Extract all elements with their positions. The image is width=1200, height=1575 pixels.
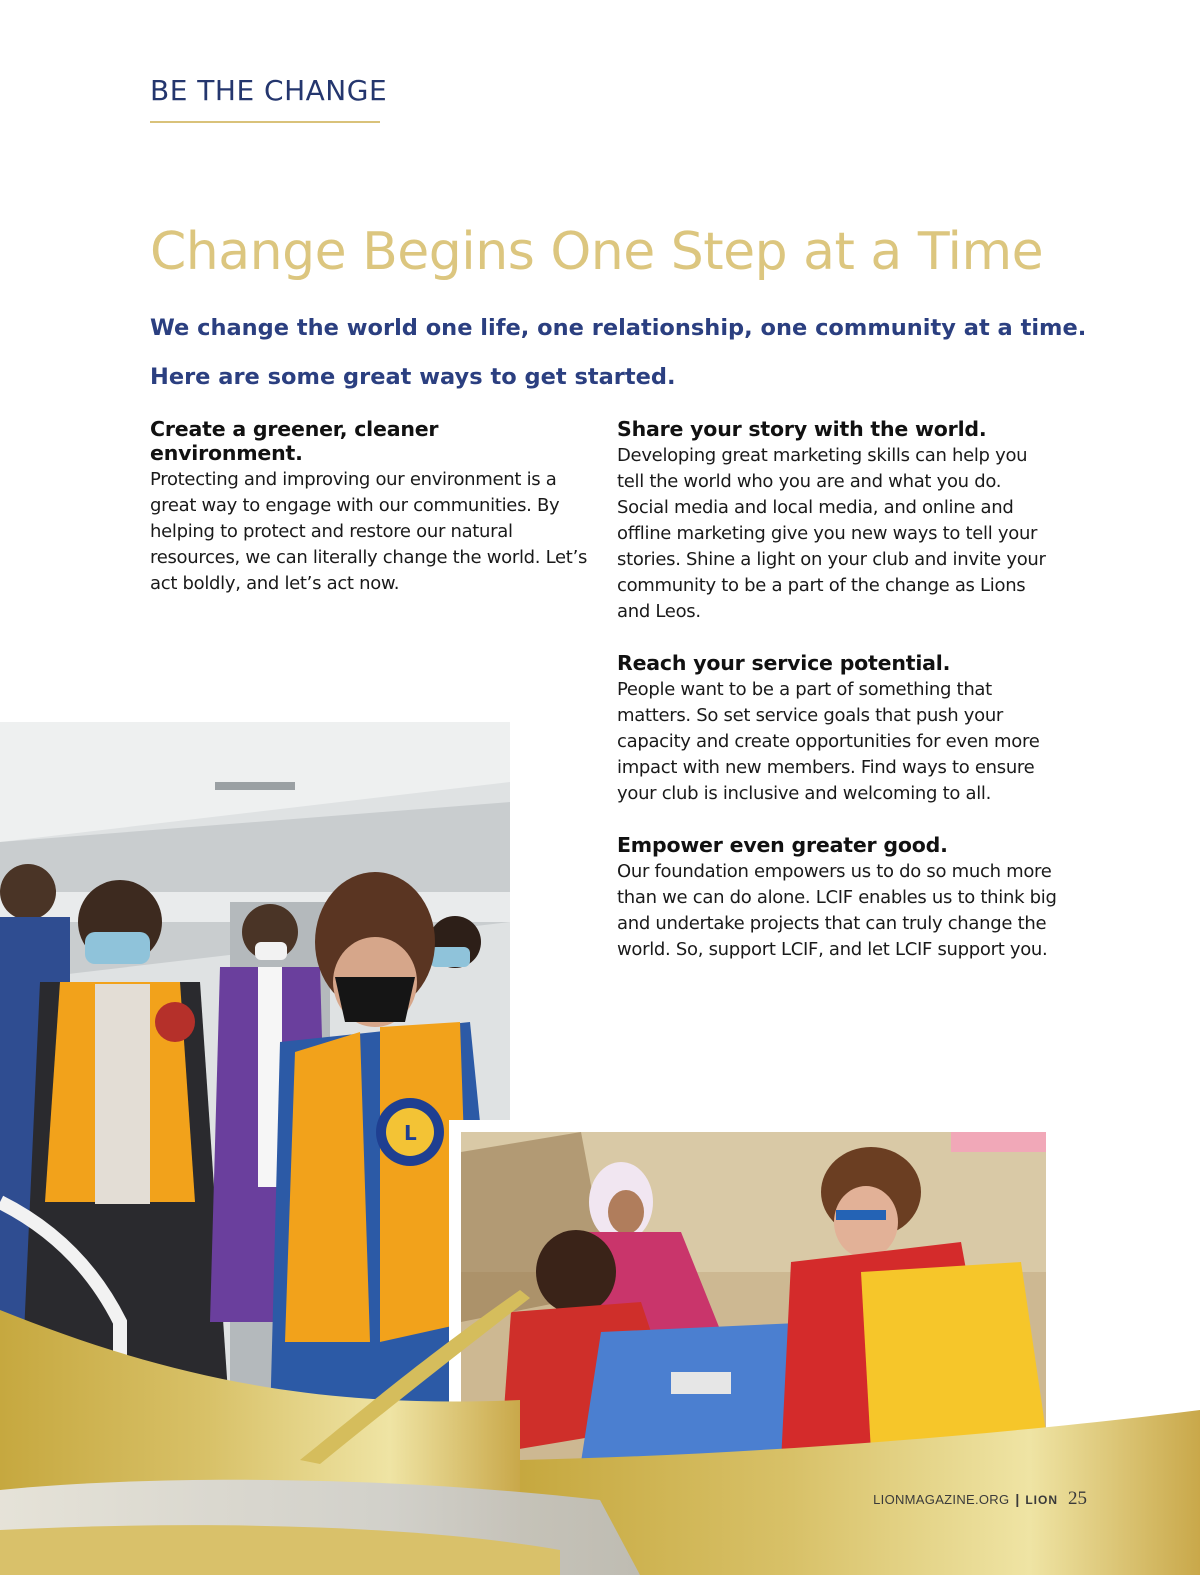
left-column bbox=[150, 417, 590, 623]
tip-environment bbox=[150, 417, 590, 597]
page-number: 25 bbox=[1068, 1488, 1087, 1509]
tip-title: Empower even greater good. bbox=[617, 833, 948, 857]
tip-title: Share your story with the world. bbox=[617, 417, 987, 441]
footer-site: LIONMAGAZINE.ORG bbox=[873, 1492, 1010, 1507]
svg-text:L: L bbox=[404, 1121, 417, 1145]
page-headline: Change Begins One Step at a Time bbox=[150, 222, 1044, 282]
tip-body: People want to be a part of something that matters. So set service goals that push your capacity and create opportunities for even more impact with new members. Find ways to ensure your club is inclusive and welcoming to all. bbox=[617, 679, 1040, 804]
tip-title: Reach your service potential. bbox=[617, 651, 951, 675]
page-footer bbox=[873, 1488, 1087, 1510]
footer-separator: | bbox=[1015, 1491, 1020, 1507]
tip-service bbox=[617, 651, 1057, 807]
tip-foundation bbox=[617, 833, 1057, 963]
tip-body: Our foundation empowers us to do so much more than we can do alone. LCIF enables us to think big and undertake projects that can truly change the world. So, support LCIF, and let LCIF support you. bbox=[617, 861, 1057, 960]
gold-swoosh-decoration bbox=[0, 1250, 1200, 1575]
tip-title: Create a greener, cleaner environment. bbox=[150, 417, 439, 465]
section-rule bbox=[150, 121, 380, 123]
tip-story bbox=[617, 417, 1057, 625]
right-column bbox=[617, 417, 1057, 989]
footer-brand: LION bbox=[1025, 1493, 1058, 1507]
subhead-intro: We change the world one life, one relationship, one community at a time. bbox=[150, 315, 1087, 341]
tip-body: Protecting and improving our environment is a great way to engage with our communities. By helping to protect and restore our natural resources, we can literally change the world. Let’s act boldly, and let’s act now. bbox=[150, 469, 588, 594]
section-label: BE THE CHANGE bbox=[150, 74, 388, 107]
tip-body: Developing great marketing skills can help you tell the world who you are and what you do. Social media and local media, and online and offline marketing give you new ways to tell your stories. Shine a light on your club and invite your community to be a part of the change as Lions and Leos. bbox=[617, 445, 1046, 622]
subhead-get-started: Here are some great ways to get started. bbox=[150, 364, 676, 390]
